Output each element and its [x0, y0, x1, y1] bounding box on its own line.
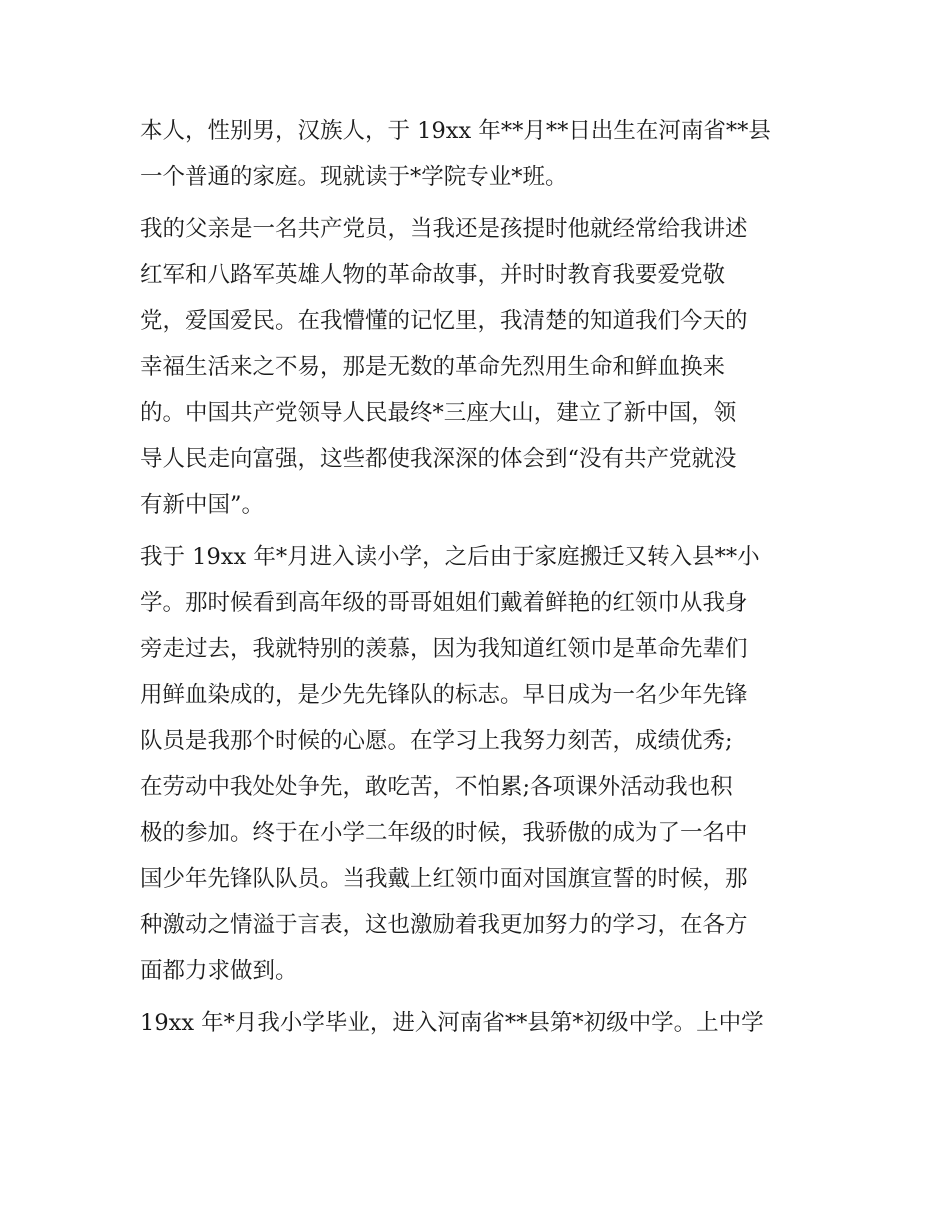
text-line: 党，爱国爱民。在我懵懂的记忆里，我清楚的知道我们今天的	[140, 308, 748, 334]
text-line: 面都力求做到。	[140, 958, 298, 984]
text-line: 本人，性别男，汉族人，于 19xx 年**月**日出生在河南省**县	[140, 118, 771, 144]
text-line: 队员是我那个时候的心愿。在学习上我努力刻苦，成绩优秀;	[140, 728, 733, 754]
text-line: 红军和八路军英雄人物的革命故事，并时时教育我要爱党敬	[140, 262, 726, 288]
text-line: 导人民走向富强，这些都使我深深的体会到“没有共产党就没	[140, 446, 737, 472]
text-line: 19xx 年*月我小学毕业，进入河南省**县第*初级中学。上中学	[140, 1010, 764, 1036]
text-line: 旁走过去，我就特别的羡慕，因为我知道红领巾是革命先辈们	[140, 636, 748, 662]
paragraph-2	[140, 206, 820, 528]
text-line: 种激动之情溢于言表，这也激励着我更加努力的学习，在各方	[140, 912, 748, 938]
text-line: 用鲜血染成的，是少先先锋队的标志。早日成为一名少年先锋	[140, 682, 748, 708]
text-line: 学。那时候看到高年级的哥哥姐姐们戴着鲜艳的红领巾从我身	[140, 590, 748, 616]
text-line: 我于 19xx 年*月进入读小学，之后由于家庭搬迁又转入县**小	[140, 544, 760, 570]
text-line: 我的父亲是一名共产党员，当我还是孩提时他就经常给我讲述	[140, 216, 748, 242]
paragraph-1	[140, 108, 820, 200]
text-line: 有新中国”。	[140, 492, 265, 518]
paragraph-4	[140, 1000, 820, 1046]
paragraph-3	[140, 534, 820, 994]
text-line: 极的参加。终于在小学二年级的时候，我骄傲的成为了一名中	[140, 820, 748, 846]
text-line: 的。中国共产党领导人民最终*三座大山，建立了新中国，领	[140, 400, 737, 426]
document-body	[140, 108, 820, 1046]
text-line: 幸福生活来之不易，那是无数的革命先烈用生命和鲜血换来	[140, 354, 726, 380]
text-line: 在劳动中我处处争先，敢吃苦，不怕累;各项课外活动我也积	[140, 774, 733, 800]
text-line: 国少年先锋队队员。当我戴上红领巾面对国旗宣誓的时候，那	[140, 866, 748, 892]
text-line: 一个普通的家庭。现就读于*学院专业*班。	[140, 164, 568, 190]
